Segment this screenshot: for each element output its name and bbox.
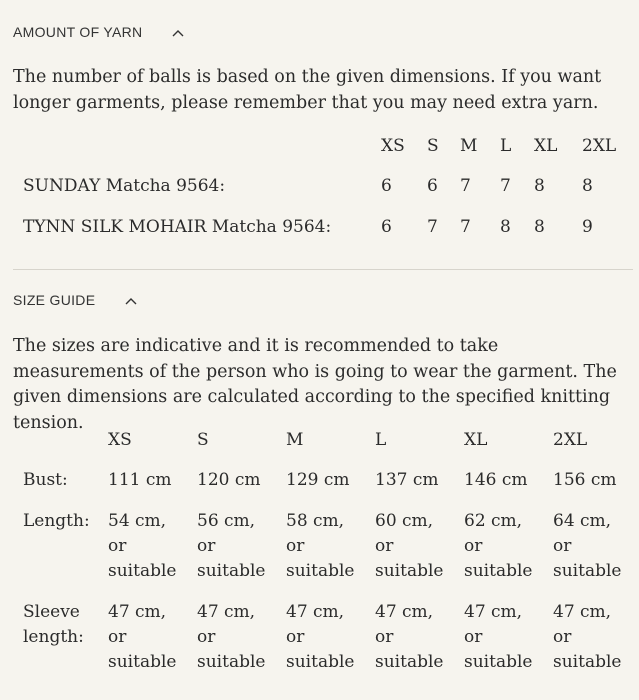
size-row-value: 129 cm (286, 470, 350, 490)
size-row-value: 47 cm, (286, 602, 345, 622)
chevron-up-icon[interactable] (125, 292, 137, 308)
size-row-value: suitable (286, 652, 355, 672)
size-row-value: or (375, 627, 394, 647)
size-header-xs: XS (381, 136, 405, 156)
size-header-2xl: 2XL (553, 430, 588, 450)
size-header-xl: XL (534, 136, 558, 156)
size-guide-description: The sizes are indicative and it is recommended to take measurements of the person who is going to wear the garment. The given dimensions are calculated according to the specified knitting tension. (13, 336, 617, 433)
yarn-row-value: 8 (582, 176, 593, 196)
size-row-value: or (464, 627, 483, 647)
size-row-value: or (553, 627, 572, 647)
size-header-l: L (500, 136, 512, 156)
yarn-section-header[interactable] (13, 24, 184, 40)
size-row-value: 47 cm, (553, 602, 612, 622)
size-guide-header[interactable] (13, 292, 137, 308)
yarn-row-value: 7 (427, 217, 438, 237)
yarn-description: The number of balls is based on the given dimensions. If you want longer garments, please remember that you may need extra yarn. (13, 67, 602, 113)
size-row-value: 64 cm, (553, 511, 612, 531)
yarn-row-value: 8 (500, 217, 511, 237)
size-row-value: 137 cm (375, 470, 439, 490)
yarn-row-label: TYNN SILK MOHAIR Matcha 9564: (23, 217, 332, 237)
size-row-value: suitable (286, 561, 355, 581)
size-row-value: or (197, 627, 216, 647)
yarn-row-value: 7 (460, 176, 471, 196)
section-divider (13, 269, 633, 270)
size-row-value: 54 cm, (108, 511, 167, 531)
size-row-value: 47 cm, (108, 602, 167, 622)
size-row-value: or (197, 536, 216, 556)
size-row-value: 62 cm, (464, 511, 523, 531)
yarn-row-value: 8 (534, 217, 545, 237)
size-row-value: suitable (375, 561, 444, 581)
size-row-value: or (553, 536, 572, 556)
yarn-row-value: 6 (427, 176, 438, 196)
chevron-up-icon[interactable] (172, 24, 184, 40)
size-row-value: or (108, 536, 127, 556)
size-row-value: suitable (464, 561, 533, 581)
size-header-xs: XS (108, 430, 132, 450)
size-row-value: suitable (197, 561, 266, 581)
size-row-value: 111 cm (108, 470, 172, 490)
size-row-value: suitable (553, 652, 622, 672)
size-row-value: or (286, 627, 305, 647)
size-row-value: 120 cm (197, 470, 261, 490)
yarn-row-value: 6 (381, 176, 392, 196)
size-row-value: 47 cm, (197, 602, 256, 622)
size-row-label: Bust: (23, 470, 68, 490)
size-row-value: or (286, 536, 305, 556)
size-row-value: 146 cm (464, 470, 528, 490)
size-row-value: 56 cm, (197, 511, 256, 531)
size-header-s: S (427, 136, 439, 156)
size-row-label: length: (23, 627, 84, 647)
size-row-value: 58 cm, (286, 511, 345, 531)
size-row-value: or (375, 536, 394, 556)
size-row-value: or (108, 627, 127, 647)
size-header-m: M (460, 136, 478, 156)
yarn-row-label: SUNDAY Matcha 9564: (23, 176, 226, 196)
size-row-value: suitable (375, 652, 444, 672)
yarn-section-title: AMOUNT OF YARN (13, 24, 143, 40)
size-row-value: 47 cm, (375, 602, 434, 622)
size-row-value: suitable (464, 652, 533, 672)
size-row-value: suitable (553, 561, 622, 581)
yarn-row-value: 6 (381, 217, 392, 237)
size-row-label: Sleeve (23, 602, 80, 622)
size-row-value: 156 cm (553, 470, 617, 490)
size-header-2xl: 2XL (582, 136, 617, 156)
size-header-m: M (286, 430, 304, 450)
size-row-value: suitable (108, 652, 177, 672)
size-header-xl: XL (464, 430, 488, 450)
size-row-value: 47 cm, (464, 602, 523, 622)
yarn-row-value: 7 (500, 176, 511, 196)
yarn-row-value: 9 (582, 217, 593, 237)
size-row-value: suitable (197, 652, 266, 672)
size-row-value: suitable (108, 561, 177, 581)
yarn-row-value: 7 (460, 217, 471, 237)
size-row-value: or (464, 536, 483, 556)
size-guide-title: SIZE GUIDE (13, 292, 96, 308)
size-header-l: L (375, 430, 387, 450)
yarn-row-value: 8 (534, 176, 545, 196)
size-row-value: 60 cm, (375, 511, 434, 531)
size-row-label: Length: (23, 511, 90, 531)
size-header-s: S (197, 430, 209, 450)
